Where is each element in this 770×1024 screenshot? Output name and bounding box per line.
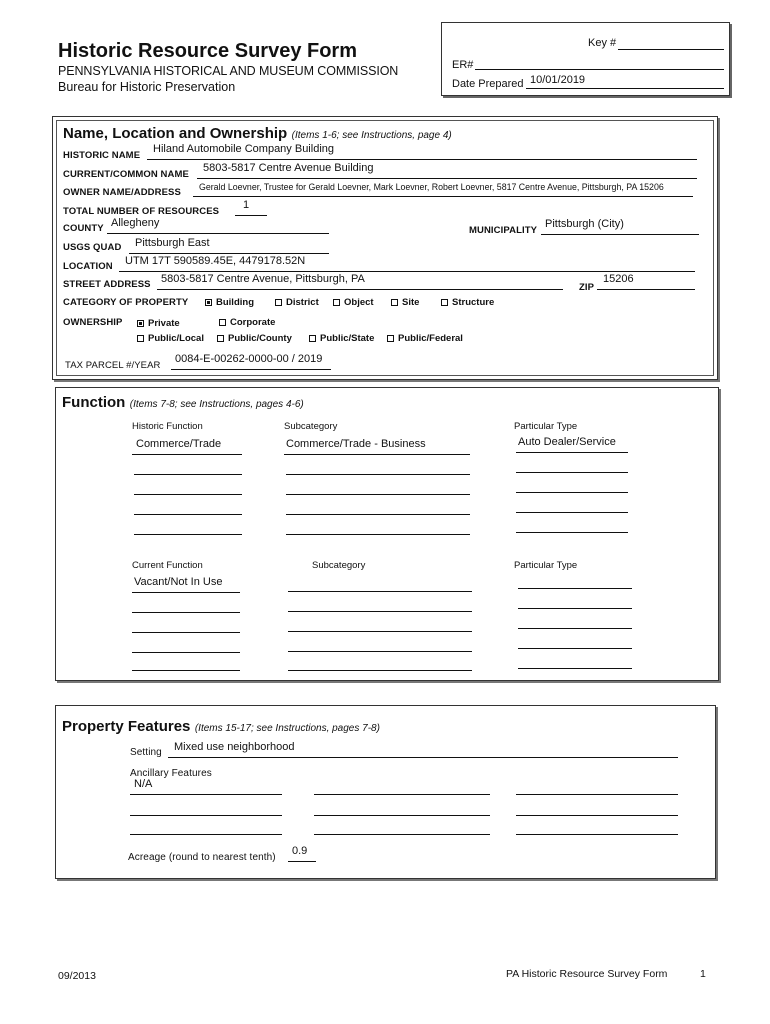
ownership-private[interactable]: Private <box>137 318 180 329</box>
county-label: COUNTY <box>63 223 104 234</box>
current-function-value: Vacant/Not In Use <box>134 576 223 588</box>
current-particular-header: Particular Type <box>514 560 578 571</box>
function-note: (Items 7-8; see Instructions, pages 4-6) <box>129 399 304 410</box>
historic-function-field-1[interactable] <box>132 438 242 455</box>
current-subcategory-field-1[interactable] <box>288 591 472 592</box>
historic-function-value: Commerce/Trade <box>136 438 222 450</box>
category-structure[interactable]: Structure <box>441 297 494 308</box>
historic-name-field[interactable] <box>147 143 697 160</box>
historic-subcategory-value: Commerce/Trade - Business <box>286 438 426 450</box>
county-field[interactable] <box>107 217 329 234</box>
ancillary-field-5[interactable] <box>314 815 490 816</box>
ownership-corporate[interactable]: Corporate <box>219 317 275 328</box>
checkbox-icon[interactable] <box>217 335 224 342</box>
historic-function-field-3[interactable] <box>134 494 242 495</box>
category-site[interactable]: Site <box>391 297 419 308</box>
historic-particular-field-2[interactable] <box>516 472 628 473</box>
er-label: ER# <box>452 59 474 71</box>
historic-subcategory-field-1[interactable] <box>284 438 470 455</box>
checkbox-icon[interactable] <box>205 299 212 306</box>
setting-value: Mixed use neighborhood <box>174 741 295 753</box>
name-location-note: (Items 1-6; see Instructions, page 4) <box>291 130 452 141</box>
current-function-field-4[interactable] <box>132 652 240 653</box>
current-function-header: Current Function <box>132 560 203 571</box>
setting-field[interactable] <box>168 741 678 758</box>
historic-particular-field-3[interactable] <box>516 492 628 493</box>
ancillary-field-8[interactable] <box>314 834 490 835</box>
usgs-quad-label: USGS QUAD <box>63 242 122 253</box>
historic-function-field-5[interactable] <box>134 534 242 535</box>
historic-function-field-4[interactable] <box>134 514 242 515</box>
zip-value: 15206 <box>603 273 634 285</box>
property-features-title: Property Features <box>62 718 191 735</box>
checkbox-icon[interactable] <box>333 299 340 306</box>
checkbox-icon[interactable] <box>391 299 398 306</box>
ancillary-field-4[interactable] <box>130 815 282 816</box>
ancillary-field-2[interactable] <box>314 794 490 795</box>
historic-particular-header: Particular Type <box>514 421 578 432</box>
agency-name: PENNSYLVANIA HISTORICAL AND MUSEUM COMMISSION <box>58 64 399 78</box>
current-particular-field-5[interactable] <box>518 668 632 669</box>
current-function-field-1[interactable] <box>132 576 240 593</box>
checkbox-icon[interactable] <box>275 299 282 306</box>
historic-name-value: Hiland Automobile Company Building <box>153 143 334 155</box>
street-address-value: 5803-5817 Centre Avenue, Pittsburgh, PA <box>161 273 365 285</box>
checkbox-icon[interactable] <box>387 335 394 342</box>
historic-subcategory-field-5[interactable] <box>286 534 470 535</box>
municipality-value: Pittsburgh (City) <box>545 218 624 230</box>
location-value: UTM 17T 590589.45E, 4479178.52N <box>125 255 306 267</box>
historic-subcategory-field-4[interactable] <box>286 514 470 515</box>
function-section <box>55 387 719 681</box>
ownership-public-federal[interactable]: Public/Federal <box>387 333 463 344</box>
function-title: Function <box>62 394 126 411</box>
current-function-field-3[interactable] <box>132 632 240 633</box>
ancillary-value: N/A <box>134 778 153 790</box>
current-particular-field-1[interactable] <box>518 588 632 589</box>
historic-subcategory-header: Subcategory <box>284 421 338 432</box>
common-name-label: CURRENT/COMMON NAME <box>63 169 189 180</box>
current-subcategory-field-4[interactable] <box>288 651 472 652</box>
historic-subcategory-field-2[interactable] <box>286 474 470 475</box>
current-function-field-2[interactable] <box>132 612 240 613</box>
current-subcategory-field-3[interactable] <box>288 631 472 632</box>
page-title: Historic Resource Survey Form <box>58 40 357 62</box>
ownership-public-local[interactable]: Public/Local <box>137 333 204 344</box>
ownership-public-state[interactable]: Public/State <box>309 333 374 344</box>
key-label: Key # <box>588 37 617 49</box>
footer-date: 09/2013 <box>58 970 96 982</box>
county-value: Allegheny <box>111 217 160 229</box>
common-name-field[interactable] <box>197 162 697 179</box>
ancillary-field-9[interactable] <box>516 834 678 835</box>
historic-function-field-2[interactable] <box>134 474 242 475</box>
category-label: CATEGORY OF PROPERTY <box>63 297 189 308</box>
ancillary-field-1[interactable] <box>130 778 282 795</box>
current-particular-field-3[interactable] <box>518 628 632 629</box>
category-building[interactable]: Building <box>205 297 254 308</box>
usgs-quad-field[interactable] <box>129 237 329 254</box>
date-prepared-label: Date Prepared <box>452 78 524 90</box>
property-features-note: (Items 15-17; see Instructions, pages 7-8) <box>194 723 380 734</box>
ancillary-label: Ancillary Features <box>130 768 212 779</box>
er-field[interactable] <box>475 69 724 70</box>
checkbox-icon[interactable] <box>309 335 316 342</box>
ancillary-field-6[interactable] <box>516 815 678 816</box>
current-particular-field-4[interactable] <box>518 648 632 649</box>
usgs-quad-value: Pittsburgh East <box>135 237 210 249</box>
historic-function-header: Historic Function <box>132 421 203 432</box>
municipality-field[interactable] <box>541 218 699 235</box>
municipality-label: MUNICIPALITY <box>469 225 538 236</box>
current-particular-field-2[interactable] <box>518 608 632 609</box>
checkbox-icon[interactable] <box>441 299 448 306</box>
acreage-value: 0.9 <box>292 845 308 857</box>
current-subcategory-field-5[interactable] <box>288 670 472 671</box>
total-resources-field[interactable] <box>235 199 267 216</box>
current-subcategory-field-2[interactable] <box>288 611 472 612</box>
property-features-section <box>55 705 716 879</box>
common-name-value: 5803-5817 Centre Avenue Building <box>203 162 374 174</box>
total-resources-label: TOTAL NUMBER OF RESOURCES <box>63 206 220 217</box>
zip-label: ZIP <box>579 282 595 293</box>
name-location-title: Name, Location and Ownership <box>63 125 288 142</box>
historic-particular-field-5[interactable] <box>516 532 628 533</box>
ownership-public-county[interactable]: Public/County <box>217 333 292 344</box>
historic-subcategory-field-3[interactable] <box>286 494 470 495</box>
setting-label: Setting <box>130 747 162 758</box>
tax-parcel-label: TAX PARCEL #/YEAR <box>65 360 161 371</box>
ownership-label: OWNERSHIP <box>63 317 123 328</box>
category-object[interactable]: Object <box>333 297 374 308</box>
total-resources-value: 1 <box>243 199 250 211</box>
checkbox-icon[interactable] <box>137 320 144 327</box>
location-label: LOCATION <box>63 261 113 272</box>
zip-field[interactable] <box>597 273 695 290</box>
street-address-field[interactable] <box>157 273 563 290</box>
tax-parcel-field[interactable] <box>171 353 331 370</box>
acreage-field[interactable] <box>288 845 316 862</box>
category-district[interactable]: District <box>275 297 319 308</box>
name-location-section <box>52 116 718 380</box>
key-field[interactable] <box>618 49 724 50</box>
street-address-label: STREET ADDRESS <box>63 279 151 290</box>
acreage-label: Acreage (round to nearest tenth) <box>128 852 276 863</box>
location-field[interactable] <box>119 255 695 272</box>
ancillary-field-7[interactable] <box>130 834 282 835</box>
key-box <box>441 22 730 96</box>
checkbox-icon[interactable] <box>137 335 144 342</box>
owner-field[interactable] <box>193 182 693 197</box>
checkbox-icon[interactable] <box>219 319 226 326</box>
date-prepared-field[interactable] <box>526 74 724 89</box>
historic-particular-value: Auto Dealer/Service <box>518 436 616 448</box>
bureau-name: Bureau for Historic Preservation <box>58 80 236 94</box>
historic-particular-field-4[interactable] <box>516 512 628 513</box>
current-function-field-5[interactable] <box>132 670 240 671</box>
tax-parcel-value: 0084-E-00262-0000-00 / 2019 <box>175 353 323 365</box>
ancillary-field-3[interactable] <box>516 794 678 795</box>
footer-form-name: PA Historic Resource Survey Form <box>506 968 668 980</box>
owner-label: OWNER NAME/ADDRESS <box>63 187 181 198</box>
historic-particular-field-1[interactable] <box>516 436 628 453</box>
owner-value: Gerald Loevner, Trustee for Gerald Loevner, Mark Loevner, Robert Loevner, 5817 Centre Avenue, Pittsburgh, PA 15206 <box>199 182 664 192</box>
footer-page-number: 1 <box>700 968 706 980</box>
historic-name-label: HISTORIC NAME <box>63 150 141 161</box>
date-prepared-value: 10/01/2019 <box>530 74 586 86</box>
current-subcategory-header: Subcategory <box>312 560 366 571</box>
